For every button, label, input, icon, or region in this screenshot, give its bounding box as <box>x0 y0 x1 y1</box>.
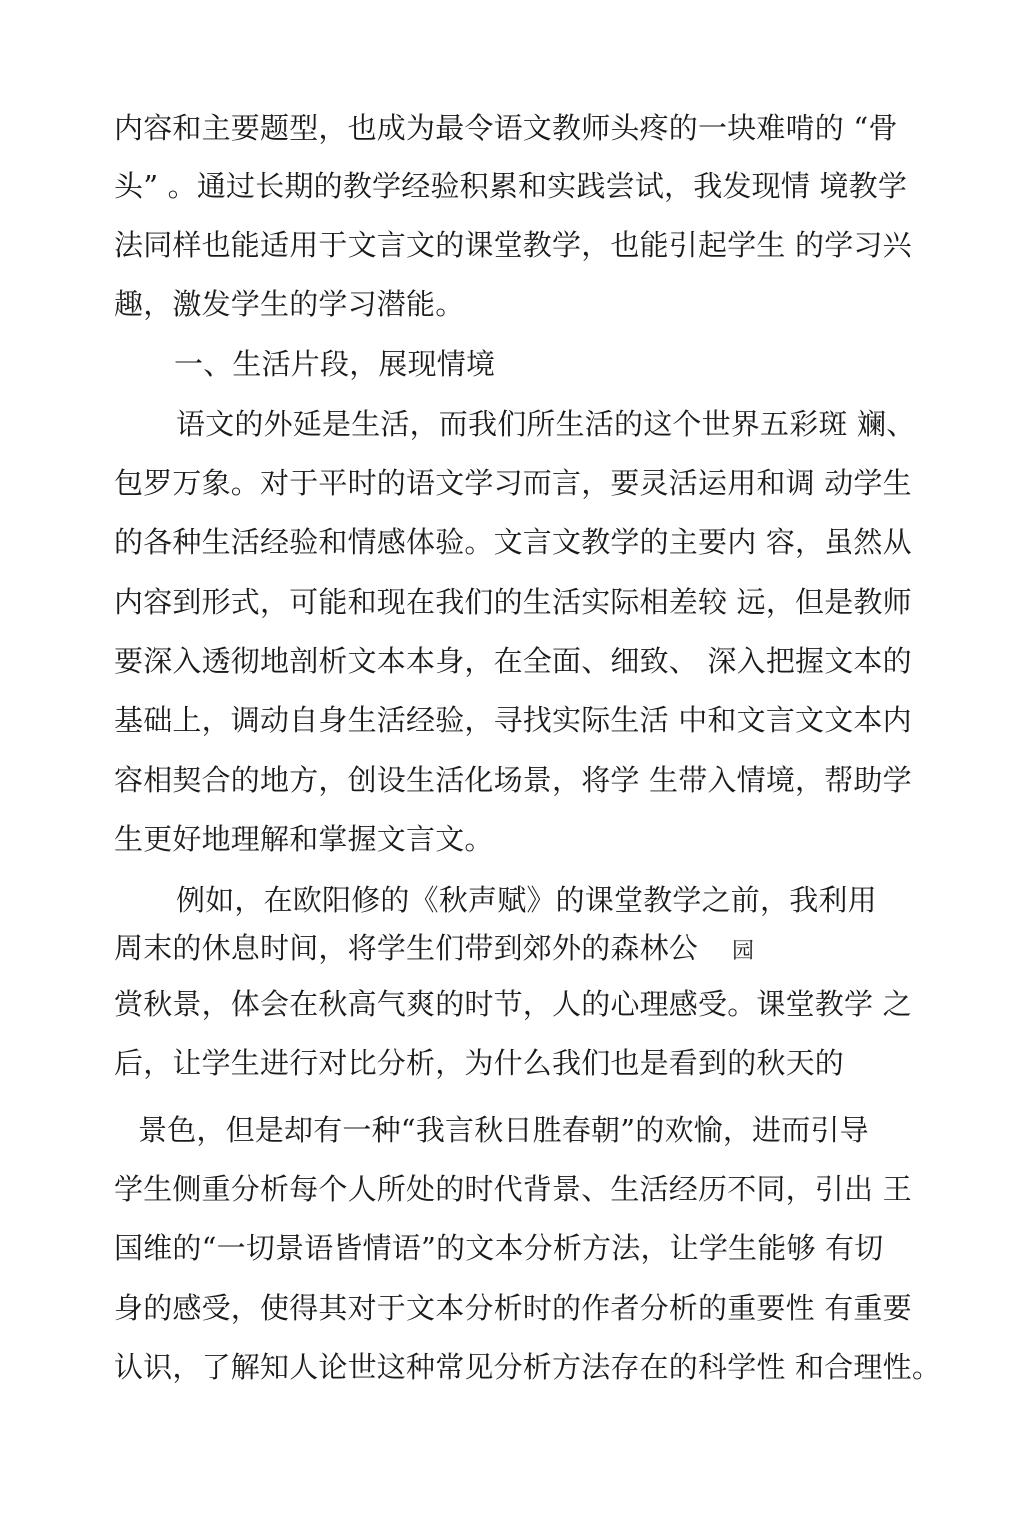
paragraph-line: 例如，在欧阳修的《秋声赋》的课堂教学之前，我利用 <box>176 883 877 917</box>
paragraph-line: 的各种生活经验和情感体验。文言文教学的主要内 容，虽然从 <box>114 525 912 559</box>
paragraph-line: 认识，了解知人论世这种常见分析方法存在的科学性 和合理性。 <box>114 1350 942 1384</box>
paragraph-line: 国维的“一切景语皆情语”的文本分析方法，让学生能够 有切 <box>114 1231 884 1265</box>
paragraph-line: 生更好地理解和掌握文言文。 <box>114 822 494 856</box>
section-heading: 一、生活片段，展现情境 <box>174 347 496 381</box>
paragraph-line: 内容到形式，可能和现在我们的生活实际相差较 远，但是教师 <box>114 585 912 619</box>
paragraph-line: 要深入透彻地剖析文本本身，在全面、细致、 深入把握文本的 <box>114 644 912 678</box>
paragraph-line: 语文的外延是生活，而我们所生活的这个世界五彩斑 斓、 <box>176 407 916 441</box>
paragraph-line: 法同样也能适用于文言文的课堂教学，也能引起学生 的学习兴 <box>114 228 912 262</box>
paragraph-line: 身的感受，使得其对于文本分析时的作者分析的重要性 有重要 <box>114 1291 912 1325</box>
paragraph-line: 内容和主要题型，也成为最令语文教师头疼的一块难啃的 “骨 <box>114 111 898 145</box>
paragraph-line: 景色，但是却有一种“我言秋日胜春朝”的欢愉，进而引导 <box>138 1113 869 1147</box>
paragraph-line: 周末的休息时间，将学生们带到郊外的森林公 <box>114 931 699 965</box>
paragraph-line: 后，让学生进行对比分析，为什么我们也是看到的秋天的 <box>114 1046 845 1080</box>
paragraph-line-fragment: 园 <box>732 939 755 964</box>
paragraph-line: 容相契合的地方，创设生活化场景，将学 生带入情境，帮助学 <box>114 763 912 797</box>
paragraph-line: 包罗万象。对于平时的语文学习而言，要灵活运用和调 动学生 <box>114 466 912 500</box>
paragraph-line: 基础上，调动自身生活经验，寻找实际生活 中和文言文文本内 <box>114 703 912 737</box>
paragraph-line: 赏秋景，体会在秋高气爽的时节，人的心理感受。课堂教学 之 <box>114 987 912 1021</box>
paragraph-line: 学生侧重分析每个人所处的时代背景、生活经历不同，引出 王 <box>114 1172 912 1206</box>
paragraph-line: 头” 。通过长期的教学经验积累和实践尝试，我发现情 境教学 <box>114 169 908 203</box>
paragraph-line: 趣，激发学生的学习潜能。 <box>114 287 465 321</box>
